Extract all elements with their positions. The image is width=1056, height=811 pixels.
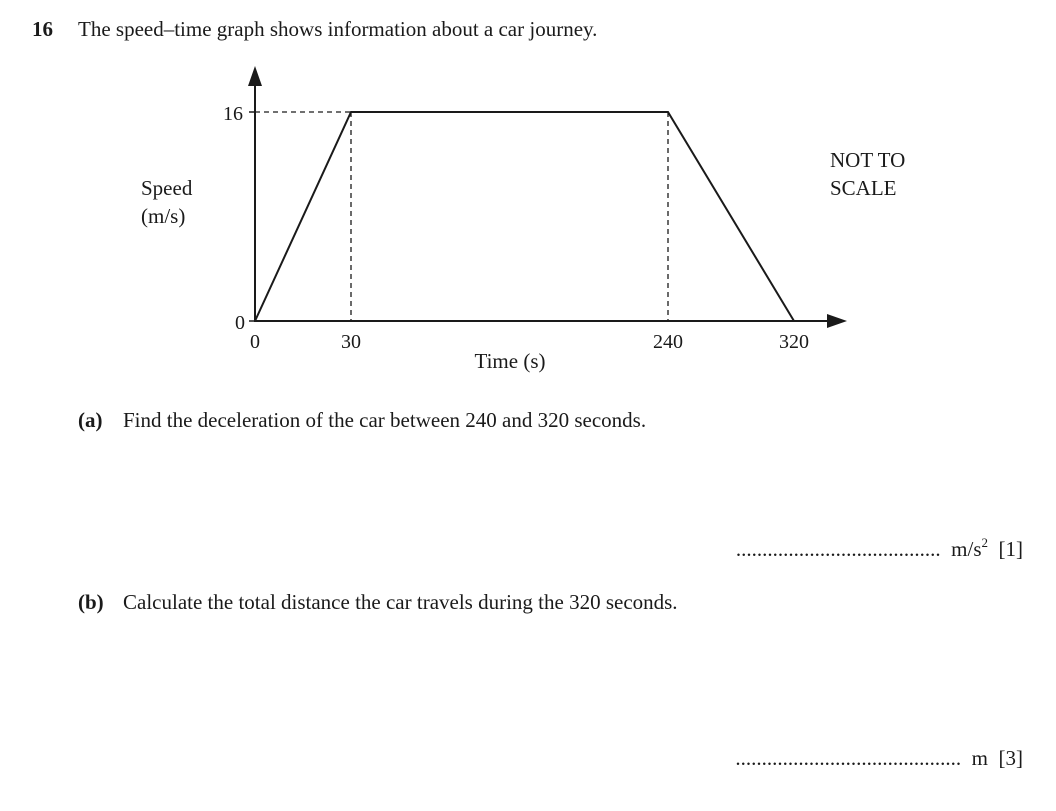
- y-tick-label-0: 0: [235, 312, 245, 334]
- part-b-answer-line[interactable]: [735, 746, 1023, 771]
- x-tick-label-0: 0: [250, 331, 260, 353]
- part-b-unit: m: [971, 746, 988, 770]
- x-tick-label-320: 320: [779, 331, 809, 353]
- y-axis-arrow: [248, 66, 262, 86]
- not-to-scale-line1: NOT TO: [830, 148, 906, 172]
- y-axis-label-line1: Speed: [141, 176, 193, 200]
- part-b-marks: [3]: [998, 746, 1023, 770]
- part-b-answer-dots[interactable]: ...........................................: [735, 746, 962, 770]
- speed-time-graph: [0, 0, 1056, 400]
- not-to-scale-line2: SCALE: [830, 176, 897, 200]
- question-number: 16: [32, 17, 53, 41]
- part-a-unit-exponent: 2: [981, 535, 988, 550]
- part-b-label: (b): [78, 590, 104, 614]
- y-axis-label-line2: (m/s): [141, 204, 186, 228]
- part-a-answer-line[interactable]: [736, 537, 1023, 562]
- x-tick-label-240: 240: [653, 331, 683, 353]
- part-a-text: Find the deceleration of the car between 240 and 320 seconds.: [123, 408, 647, 432]
- part-a-label: (a): [78, 408, 103, 432]
- part-a-marks: [1]: [998, 537, 1023, 561]
- question-stem: The speed–time graph shows information about a car journey.: [78, 17, 598, 41]
- x-axis-arrow: [827, 314, 847, 328]
- part-b-text: Calculate the total distance the car travels during the 320 seconds.: [123, 590, 678, 614]
- x-tick-label-30: 30: [341, 331, 361, 353]
- part-a-unit: m/s: [951, 537, 982, 561]
- y-tick-label-16: 16: [223, 103, 243, 125]
- part-a-answer-dots[interactable]: .......................................: [735, 537, 941, 561]
- x-axis-label: Time (s): [474, 349, 546, 373]
- speed-line: [255, 112, 794, 321]
